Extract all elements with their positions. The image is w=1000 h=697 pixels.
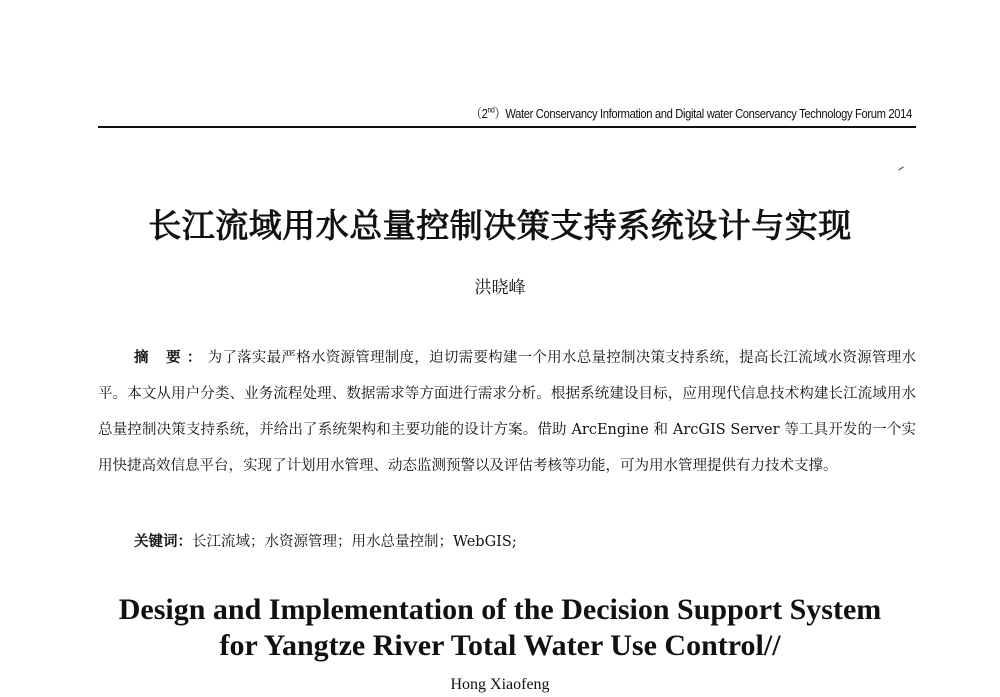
header-superscript: nd [487,105,495,115]
english-title-line-2: for Yangtze River Total Water Use Control// [219,629,781,662]
abstract [98,340,916,484]
header-text: ）Water Conservancy Information and Digital water Conservancy Technology Forum 2014 [494,106,912,121]
chinese-title: 长江流域用水总量控制决策支持系统设计与实现 [148,206,852,245]
keywords [134,530,914,554]
header-prefix: （2 [470,106,488,121]
english-title-line-1: Design and Implementation of the Decision Support System [118,593,882,626]
chinese-author: 洪晓峰 [474,278,526,298]
english-title [0,592,1000,664]
english-author: Hong Xiaofeng [450,676,550,693]
scan-mark [898,166,903,170]
running-header [471,103,912,122]
abstract-text: 为了落实最严格水资源管理制度，迫切需要构建一个用水总量控制决策支持系统，提高长江流域水资源管理水平。本文从用户分类、业务流程处理、数据需求等方面进行需求分析。根据系统建设目标，应用现代信息技术构建长江流域用水总量控制决策支持系统，并给出了系统架构和主要功能的设计方案。借助 ArcEngine 和 ArcGIS Server 等工具开发的一个实用快捷高效信息平台，实现了计划用水管理、动态监测预警以及评估考核等功能，可为用水管理提供有力技术支撑。 [98,350,916,474]
header-rule [98,126,916,128]
abstract-label: 摘 要： [134,349,208,366]
keywords-label: 关键词： [134,533,192,550]
keywords-text: 长江流域；水资源管理；用水总量控制；WebGIS; [192,534,517,550]
